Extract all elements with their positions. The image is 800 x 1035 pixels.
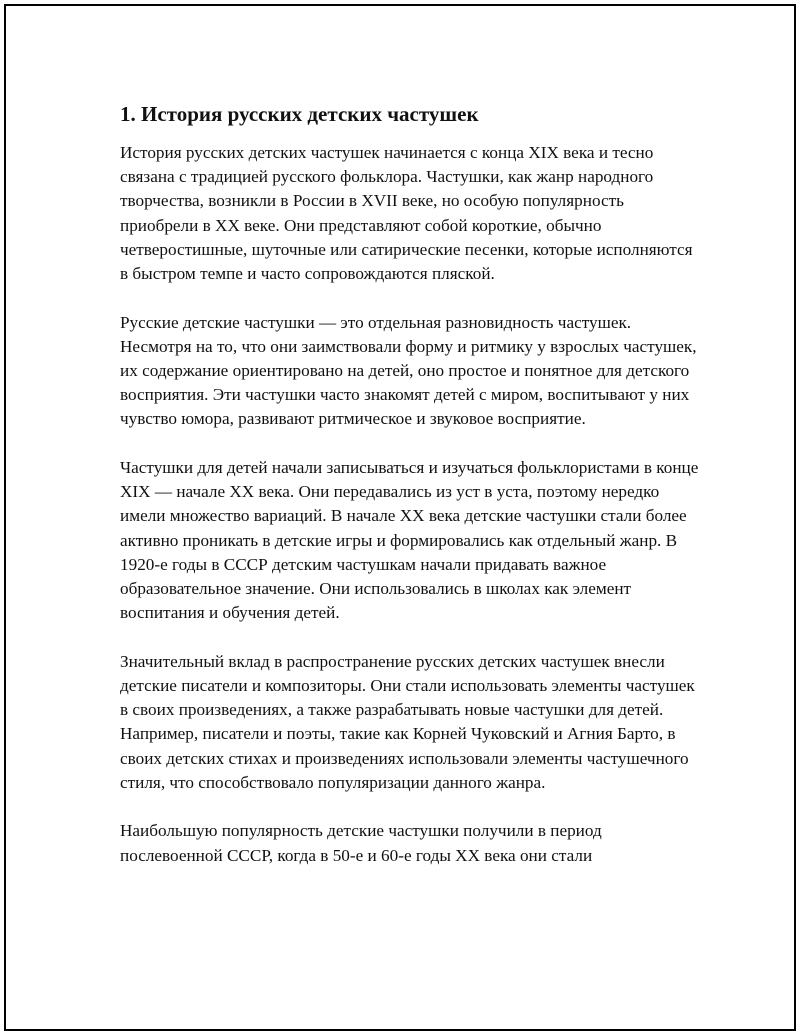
paragraph-1: История русских детских частушек начинается с конца XIX века и тесно связана с традицией русского фольклора. Частушки, как жанр народного творчества, возникли в России в XVII веке, но особую популярность приобрели в XX веке. Они представляют собой короткие, обычно четверостишные, шуточные или сатирические песенки, которые исполняются в быстром темпе и часто сопровождаются пляской. bbox=[120, 143, 693, 284]
page-frame bbox=[4, 4, 796, 1031]
paragraph-5: Наибольшую популярность детские частушки получили в период послевоенной СССР, когда в 50-е и 60-е годы XX века они стали bbox=[120, 821, 602, 865]
document-body bbox=[120, 100, 704, 892]
paragraph-2: Русские детские частушки — это отдельная разновидность частушек. Несмотря на то, что они заимствовали форму и ритмику у взрослых частушек, их содержание ориентировано на детей, оно простое и понятное для детского восприятия. Эти частушки часто знакомят детей с миром, воспитывают у них чувство юмора, развивают ритмическое и звуковое восприятие. bbox=[120, 312, 697, 429]
section-heading: 1. История русских детских частушек bbox=[120, 102, 479, 126]
paragraph-3: Частушки для детей начали записываться и изучаться фольклористами в конце XIX — начале XX века. Они передавались из уст в уста, поэтому нередко имели множество вариаций. В начале XX века детские частушки стали более активно проникать в детские игры и формировались как отдельный жанр. В 1920-е годы в СССР детским частушкам начали придавать важное образовательное значение. Они использовались в школах как элемент воспитания и обучения детей. bbox=[120, 458, 699, 623]
paragraph-4: Значительный вклад в распространение русских детских частушек внесли детские писатели и композиторы. Они стали использовать элементы частушек в своих произведениях, а также разрабатывать новые частушки для детей. Например, писатели и поэты, такие как Корней Чуковский и Агния Барто, в своих детских стихах и произведениях использовали элементы частушечного стиля, что способствовало популяризации данного жанра. bbox=[120, 651, 695, 792]
